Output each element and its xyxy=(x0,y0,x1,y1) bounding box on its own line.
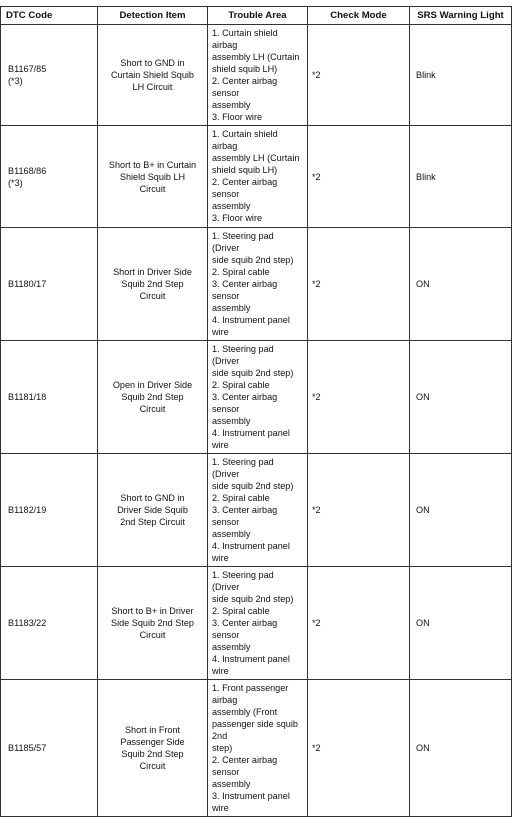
trouble-area-text: sensor xyxy=(212,88,240,98)
dtc-code-cell xyxy=(1,25,98,126)
trouble-area-text: 1. Curtain shield xyxy=(212,129,278,139)
detection-item-text: Driver Side Squib xyxy=(117,505,188,515)
trouble-area-text: 2. Center airbag xyxy=(212,177,278,187)
trouble-area-text: assembly (Front xyxy=(212,707,278,717)
trouble-area-cell xyxy=(208,341,308,454)
trouble-area-text: sensor xyxy=(212,767,240,777)
trouble-area-text: assembly xyxy=(212,201,251,211)
trouble-area-cell xyxy=(208,25,308,126)
trouble-area-cell xyxy=(208,680,308,817)
check-mode-cell: *2 xyxy=(308,228,410,341)
detection-item-text: Squib 2nd Step xyxy=(121,749,184,759)
detection-item-cell xyxy=(98,126,208,228)
check-mode-cell: *2 xyxy=(308,567,410,680)
trouble-area-text: wire xyxy=(212,803,229,813)
trouble-area-text: assembly xyxy=(212,100,251,110)
detection-item-text: Short to B+ in Driver xyxy=(111,606,194,616)
check-mode-cell: *2 xyxy=(308,25,410,126)
detection-item-text: Circuit xyxy=(139,761,166,771)
trouble-area-text: 4. Instrument panel xyxy=(212,315,290,325)
detection-item-text: Circuit xyxy=(139,183,166,194)
detection-item-cell xyxy=(98,567,208,680)
detection-item-text: Squib 2nd Step xyxy=(121,279,184,289)
trouble-area-text: sensor xyxy=(212,404,240,414)
detection-item-cell xyxy=(98,680,208,817)
detection-item-cell xyxy=(98,25,208,126)
srs-warning-light-cell: Blink xyxy=(410,126,512,228)
dtc-code-cell xyxy=(1,228,98,341)
detection-item-text: 2nd Step Circuit xyxy=(120,517,185,527)
trouble-area-text: assembly xyxy=(212,779,251,789)
trouble-area-text: 2. Spiral cable xyxy=(212,267,270,277)
header-dtc-code: DTC Code xyxy=(1,7,98,25)
trouble-area-text: (Driver xyxy=(212,356,240,366)
trouble-area-text: sensor xyxy=(212,291,240,301)
dtc-code-cell xyxy=(1,680,98,817)
trouble-area-text: 2. Spiral cable xyxy=(212,606,270,616)
trouble-area-text: sensor xyxy=(212,630,240,640)
table-row xyxy=(1,680,512,817)
dtc-code-text: B1182/19 xyxy=(8,505,47,515)
trouble-area-text: side squib 2nd step) xyxy=(212,368,294,378)
trouble-area-text: 2. Center airbag xyxy=(212,76,278,86)
trouble-area-text: 3. Center airbag xyxy=(212,505,278,515)
trouble-area-text: 2. Spiral cable xyxy=(212,380,270,390)
header-detection-item: Detection Item xyxy=(98,7,208,25)
trouble-area-text: assembly LH (Curtain xyxy=(212,52,300,62)
trouble-area-text: 2. Spiral cable xyxy=(212,493,270,503)
trouble-area-text: 1. Steering pad xyxy=(212,457,274,467)
dtc-code-text: B1181/18 xyxy=(8,392,47,402)
table-header-row xyxy=(1,7,512,25)
trouble-area-text: step) xyxy=(212,743,233,753)
dtc-code-text: B1185/57 xyxy=(8,743,47,753)
dtc-code-text: B1167/85 xyxy=(8,64,47,74)
detection-item-text: Curtain Shield Squib xyxy=(111,70,194,80)
trouble-area-text: airbag xyxy=(212,695,238,705)
header-check-mode: Check Mode xyxy=(308,7,410,25)
table-row xyxy=(1,126,512,228)
trouble-area-text: assembly xyxy=(212,303,251,313)
trouble-area-text: assembly xyxy=(212,416,251,426)
srs-warning-light-cell: ON xyxy=(410,454,512,567)
trouble-area-text: sensor xyxy=(212,517,240,527)
detection-item-text: LH Circuit xyxy=(132,82,173,92)
detection-item-text: Short in Driver Side xyxy=(113,267,192,277)
trouble-area-cell xyxy=(208,567,308,680)
trouble-area-text: side squib 2nd step) xyxy=(212,481,294,491)
dtc-code-text: B1183/22 xyxy=(8,618,47,628)
detection-item-cell xyxy=(98,454,208,567)
detection-item-cell xyxy=(98,228,208,341)
trouble-area-text: assembly xyxy=(212,529,251,539)
detection-item-text: Short to B+ in Curtain xyxy=(108,159,197,170)
table-row xyxy=(1,567,512,680)
dtc-code-cell xyxy=(1,341,98,454)
trouble-area-text: (Driver xyxy=(212,243,240,253)
trouble-area-text: shield squib LH) xyxy=(212,64,278,74)
check-mode-cell: *2 xyxy=(308,126,410,228)
dtc-table xyxy=(0,6,512,817)
trouble-area-text: 4. Instrument panel xyxy=(212,541,290,551)
dtc-code-cell xyxy=(1,126,98,228)
trouble-area-cell xyxy=(208,126,308,228)
trouble-area-text: 3. Center airbag xyxy=(212,392,278,402)
detection-item-text: Circuit xyxy=(139,291,166,301)
trouble-area-text: 1. Front passenger xyxy=(212,683,289,693)
trouble-area-text: wire xyxy=(212,327,229,337)
srs-warning-light-cell: ON xyxy=(410,341,512,454)
trouble-area-text: wire xyxy=(212,666,229,676)
trouble-area-text: passenger side squib xyxy=(212,719,298,729)
detection-item-text: Open in Driver Side xyxy=(112,380,193,390)
detection-item-text: Circuit xyxy=(139,404,166,414)
trouble-area-text: airbag xyxy=(212,141,238,151)
check-mode-cell: *2 xyxy=(308,680,410,817)
table-row xyxy=(1,228,512,341)
dtc-code-text: B1168/86 xyxy=(8,165,47,176)
dtc-code-cell xyxy=(1,567,98,680)
detection-item-text: Short in Front xyxy=(124,725,181,735)
table-row xyxy=(1,341,512,454)
trouble-area-cell xyxy=(208,454,308,567)
header-trouble-area: Trouble Area xyxy=(208,7,308,25)
trouble-area-text: 3. Floor wire xyxy=(212,213,263,223)
detection-item-text: Passenger Side xyxy=(120,737,185,747)
trouble-area-text: wire xyxy=(212,553,229,563)
trouble-area-text: 3. Center airbag xyxy=(212,618,278,628)
table-row xyxy=(1,25,512,126)
trouble-area-text: 1. Steering pad xyxy=(212,570,274,580)
dtc-code-text: (*3) xyxy=(8,76,23,86)
trouble-area-text: (Driver xyxy=(212,582,240,592)
trouble-area-text: wire xyxy=(212,440,229,450)
trouble-area-text: 2nd xyxy=(212,731,228,741)
trouble-area-text: side squib 2nd step) xyxy=(212,255,294,265)
detection-item-text: Short to GND in xyxy=(120,58,185,68)
detection-item-text: Circuit xyxy=(139,630,166,640)
table-row xyxy=(1,454,512,567)
detection-item-text: Squib 2nd Step xyxy=(121,392,184,402)
trouble-area-cell xyxy=(208,228,308,341)
trouble-area-text: side squib 2nd step) xyxy=(212,594,294,604)
srs-warning-light-cell: ON xyxy=(410,680,512,817)
header-srs-warning-light: SRS Warning Light xyxy=(410,7,512,25)
check-mode-cell: *2 xyxy=(308,454,410,567)
dtc-code-text: (*3) xyxy=(8,177,23,188)
detection-item-text: Short to GND in xyxy=(120,493,185,503)
trouble-area-text: 1. Curtain shield xyxy=(212,28,278,38)
trouble-area-text: 1. Steering pad xyxy=(212,344,274,354)
trouble-area-text: 3. Instrument panel xyxy=(212,791,290,801)
trouble-area-text: sensor xyxy=(212,189,240,199)
srs-warning-light-cell: ON xyxy=(410,228,512,341)
detection-item-text: Side Squib 2nd Step xyxy=(111,618,194,628)
table-body xyxy=(1,25,512,817)
trouble-area-text: 3. Floor wire xyxy=(212,112,263,122)
trouble-area-text: 1. Steering pad xyxy=(212,231,274,241)
trouble-area-text: 3. Center airbag xyxy=(212,279,278,289)
trouble-area-text: shield squib LH) xyxy=(212,165,278,175)
dtc-code-cell xyxy=(1,454,98,567)
check-mode-cell: *2 xyxy=(308,341,410,454)
trouble-area-text: assembly LH (Curtain xyxy=(212,153,300,163)
srs-warning-light-cell: ON xyxy=(410,567,512,680)
trouble-area-text: assembly xyxy=(212,642,251,652)
detection-item-text: Shield Squib LH xyxy=(119,171,186,182)
trouble-area-text: airbag xyxy=(212,40,238,50)
trouble-area-text: 4. Instrument panel xyxy=(212,428,290,438)
dtc-code-text: B1180/17 xyxy=(8,279,47,289)
trouble-area-text: 2. Center airbag xyxy=(212,755,278,765)
trouble-area-text: 4. Instrument panel xyxy=(212,654,290,664)
trouble-area-text: (Driver xyxy=(212,469,240,479)
srs-warning-light-cell: Blink xyxy=(410,25,512,126)
detection-item-cell xyxy=(98,341,208,454)
